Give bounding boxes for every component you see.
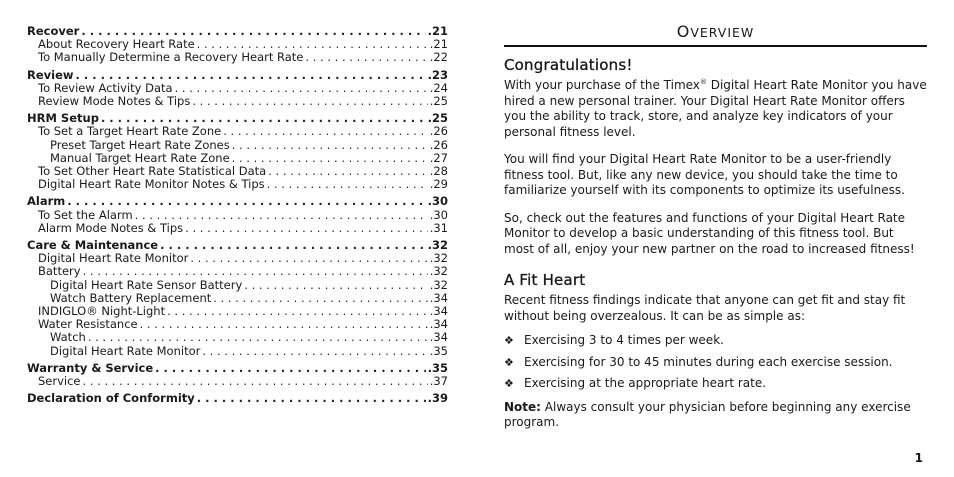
toc-leader-dots bbox=[244, 279, 427, 292]
paragraph-text: With your purchase of the Timex bbox=[504, 78, 700, 92]
toc-leader-dots bbox=[83, 375, 428, 388]
toc-entry-title: Manual Target Heart Rate Zone bbox=[50, 151, 230, 165]
toc-leader-dots bbox=[192, 95, 427, 108]
toc-entry-main bbox=[27, 195, 448, 208]
toc-entry bbox=[27, 265, 448, 278]
toc-entry bbox=[27, 345, 448, 358]
paragraph-text: Digital Heart Rate Monitor you have hired a new personal trainer. Your Digital Heart Rate Monitor offers you the ability to track, store, and analyze key indicators of your personal fitness level. bbox=[504, 78, 927, 139]
diamond-bullet-icon: ❖ bbox=[504, 377, 514, 390]
toc-section bbox=[27, 362, 448, 388]
toc-leader-dots bbox=[197, 392, 426, 405]
toc-entry-page: .34 bbox=[429, 291, 448, 305]
note-text: Always consult your physician before beginning any exercise program. bbox=[504, 399, 911, 429]
toc-entry-title: Review bbox=[27, 68, 74, 82]
toc-entry-page: .35 bbox=[429, 344, 448, 358]
toc-entry-title: Digital Heart Rate Monitor Notes & Tips bbox=[38, 178, 265, 192]
toc-entry-title: Preset Target Heart Rate Zones bbox=[50, 138, 230, 152]
toc-entry-page: .37 bbox=[429, 375, 448, 389]
toc-entry bbox=[27, 305, 448, 318]
toc-entry-page: .31 bbox=[429, 221, 448, 235]
toc-leader-dots bbox=[101, 112, 426, 125]
congratulations-paragraph-3: So, check out the features and functions of your Digital Heart Rate Monitor to develop a basic understanding of this fitness tool. But most of all, enjoy your new partner on the road to increased fitness! bbox=[504, 210, 915, 256]
note-paragraph bbox=[504, 400, 927, 431]
list-item bbox=[504, 355, 927, 371]
page-number: 1 bbox=[914, 451, 923, 465]
toc-leader-dots bbox=[160, 239, 426, 252]
toc-leader-dots bbox=[305, 51, 427, 64]
toc-leader-dots bbox=[190, 252, 427, 265]
toc-section bbox=[27, 195, 448, 235]
toc-leader-dots bbox=[76, 69, 426, 82]
toc-entry bbox=[27, 51, 448, 64]
toc-entry-page: .26 bbox=[429, 138, 448, 152]
toc-leader-dots bbox=[155, 362, 425, 375]
toc-leader-dots bbox=[223, 125, 428, 138]
section-title-rest: VERVIEW bbox=[690, 25, 755, 40]
toc-entry bbox=[27, 331, 448, 344]
congratulations-heading: Congratulations! bbox=[504, 56, 633, 74]
toc-entry-title: Alarm Mode Notes & Tips bbox=[38, 221, 184, 235]
diamond-bullet-icon: ❖ bbox=[504, 334, 514, 347]
toc-section bbox=[27, 239, 448, 358]
toc-entry-main bbox=[27, 362, 448, 375]
toc-entry-title: Declaration of Conformity bbox=[27, 392, 195, 406]
toc-entry-page: .24 bbox=[429, 81, 448, 95]
toc-entry bbox=[27, 125, 448, 138]
toc-entry-title: INDIGLO® Night-Light bbox=[38, 305, 166, 319]
toc-entry-title: Recover bbox=[27, 25, 80, 38]
toc-leader-dots bbox=[81, 25, 425, 38]
toc-entry-page: .22 bbox=[429, 51, 448, 65]
toc-entry bbox=[27, 222, 448, 235]
list-item-text: Exercising at the appropriate heart rate. bbox=[524, 376, 767, 390]
section-title-initial: O bbox=[676, 22, 691, 41]
list-item-text: Exercising 3 to 4 times per week. bbox=[524, 333, 724, 347]
note-label: Note: bbox=[504, 399, 541, 414]
toc-entry-page: .34 bbox=[429, 318, 448, 332]
toc-entry-page: .32 bbox=[429, 265, 448, 279]
list-item-text: Exercising for 30 to 45 minutes during each exercise session. bbox=[524, 354, 893, 369]
toc-entry bbox=[27, 165, 448, 178]
toc-entry-main bbox=[27, 239, 448, 252]
toc-entry-title: To Set the Alarm bbox=[38, 208, 133, 222]
toc-entry bbox=[27, 318, 448, 331]
toc-leader-dots bbox=[88, 331, 428, 344]
congratulations-paragraph-2: You will find your Digital Heart Rate Monitor to be a user-friendly fitness tool. But, like any new device, you should take the time to familiarize yourself with its components to optimize its usefulness. bbox=[504, 152, 905, 197]
toc-leader-dots bbox=[202, 345, 427, 358]
toc-entry-page: .32 bbox=[427, 239, 448, 253]
toc-entry bbox=[27, 252, 448, 265]
toc-section bbox=[27, 69, 448, 109]
toc-entry-page: .35 bbox=[427, 361, 448, 375]
toc-entry-main bbox=[27, 112, 448, 125]
toc-entry bbox=[27, 95, 448, 108]
toc-entry-title: Service bbox=[38, 375, 81, 389]
fit-heart-paragraph: Recent fitness findings indicate that anyone can get fit and stay fit without being overzealous. It can be as simple as: bbox=[504, 293, 906, 323]
toc-entry-page: .32 bbox=[429, 252, 448, 266]
toc-entry-page: .28 bbox=[429, 165, 448, 179]
toc-section bbox=[27, 25, 448, 65]
toc-entry-page: .29 bbox=[429, 178, 448, 192]
toc-entry-page: .25 bbox=[427, 112, 448, 126]
toc-entry-main bbox=[27, 392, 448, 405]
section-title bbox=[504, 22, 927, 47]
toc-entry-title: Battery bbox=[38, 265, 81, 279]
toc-entry-page: .27 bbox=[429, 151, 448, 165]
toc-leader-dots bbox=[175, 82, 428, 95]
table-of-contents bbox=[27, 25, 448, 409]
list-item bbox=[504, 333, 927, 349]
toc-entry-page: .34 bbox=[429, 331, 448, 345]
toc-entry bbox=[27, 375, 448, 388]
toc-entry-page: .25 bbox=[429, 95, 448, 109]
toc-entry-title: To Set a Target Heart Rate Zone bbox=[38, 125, 222, 139]
toc-entry-page: .34 bbox=[429, 305, 448, 319]
toc-entry-main bbox=[27, 69, 448, 82]
toc-entry-title: Digital Heart Rate Sensor Battery bbox=[50, 278, 243, 292]
toc-entry bbox=[27, 178, 448, 191]
toc-entry-title: Watch Battery Replacement bbox=[50, 291, 212, 305]
toc-entry-title: About Recovery Heart Rate bbox=[38, 38, 195, 52]
overview-column bbox=[504, 22, 927, 443]
exercise-bullet-list bbox=[504, 333, 927, 392]
toc-leader-dots bbox=[67, 195, 425, 208]
toc-entry bbox=[27, 82, 448, 95]
toc-entry bbox=[27, 38, 448, 51]
toc-entry-title: Digital Heart Rate Monitor bbox=[38, 252, 189, 266]
toc-section bbox=[27, 112, 448, 191]
congratulations-paragraph-1 bbox=[504, 78, 927, 140]
toc-entry-main bbox=[27, 25, 448, 38]
toc-entry-title: Review Mode Notes & Tips bbox=[38, 95, 191, 109]
toc-leader-dots bbox=[268, 165, 427, 178]
toc-entry-title: Care & Maintenance bbox=[27, 239, 159, 253]
toc-leader-dots bbox=[135, 209, 428, 222]
toc-entry-page: .21 bbox=[429, 38, 448, 52]
toc-entry-title: To Set Other Heart Rate Statistical Data bbox=[38, 165, 267, 179]
list-item bbox=[504, 376, 927, 392]
toc-entry-title: To Manually Determine a Recovery Heart Rate bbox=[38, 51, 304, 65]
toc-entry-page: .30 bbox=[427, 195, 448, 209]
toc-entry-page: .39 bbox=[427, 392, 448, 406]
toc-leader-dots bbox=[267, 178, 428, 191]
toc-leader-dots bbox=[83, 265, 428, 278]
toc-entry-title: HRM Setup bbox=[27, 112, 99, 126]
toc-entry-page: .23 bbox=[427, 68, 448, 82]
toc-entry-title: Warranty & Service bbox=[27, 361, 154, 375]
toc-section bbox=[27, 392, 448, 405]
toc-entry-page: .30 bbox=[429, 208, 448, 222]
registered-mark: ® bbox=[699, 78, 707, 86]
toc-entry bbox=[27, 209, 448, 222]
toc-leader-dots bbox=[232, 152, 428, 165]
toc-entry-title: Alarm bbox=[27, 195, 66, 209]
toc-leader-dots bbox=[185, 222, 428, 235]
toc-entry-title: To Review Activity Data bbox=[38, 81, 173, 95]
toc-entry bbox=[27, 152, 448, 165]
toc-entry-page: .26 bbox=[429, 125, 448, 139]
toc-entry-title: Watch bbox=[50, 331, 86, 345]
toc-leader-dots bbox=[197, 38, 428, 51]
toc-entry-title: Water Resistance bbox=[38, 318, 138, 332]
diamond-bullet-icon: ❖ bbox=[504, 355, 514, 369]
toc-leader-dots bbox=[213, 292, 427, 305]
toc-leader-dots bbox=[232, 139, 428, 152]
toc-leader-dots bbox=[167, 305, 428, 318]
toc-entry bbox=[27, 292, 448, 305]
toc-entry bbox=[27, 139, 448, 152]
toc-leader-dots bbox=[140, 318, 428, 331]
toc-entry-page: .32 bbox=[429, 278, 448, 292]
fit-heart-heading: A Fit Heart bbox=[504, 271, 586, 289]
toc-entry bbox=[27, 279, 448, 292]
toc-entry-title: Digital Heart Rate Monitor bbox=[50, 344, 201, 358]
toc-entry-page: .21 bbox=[427, 25, 448, 38]
